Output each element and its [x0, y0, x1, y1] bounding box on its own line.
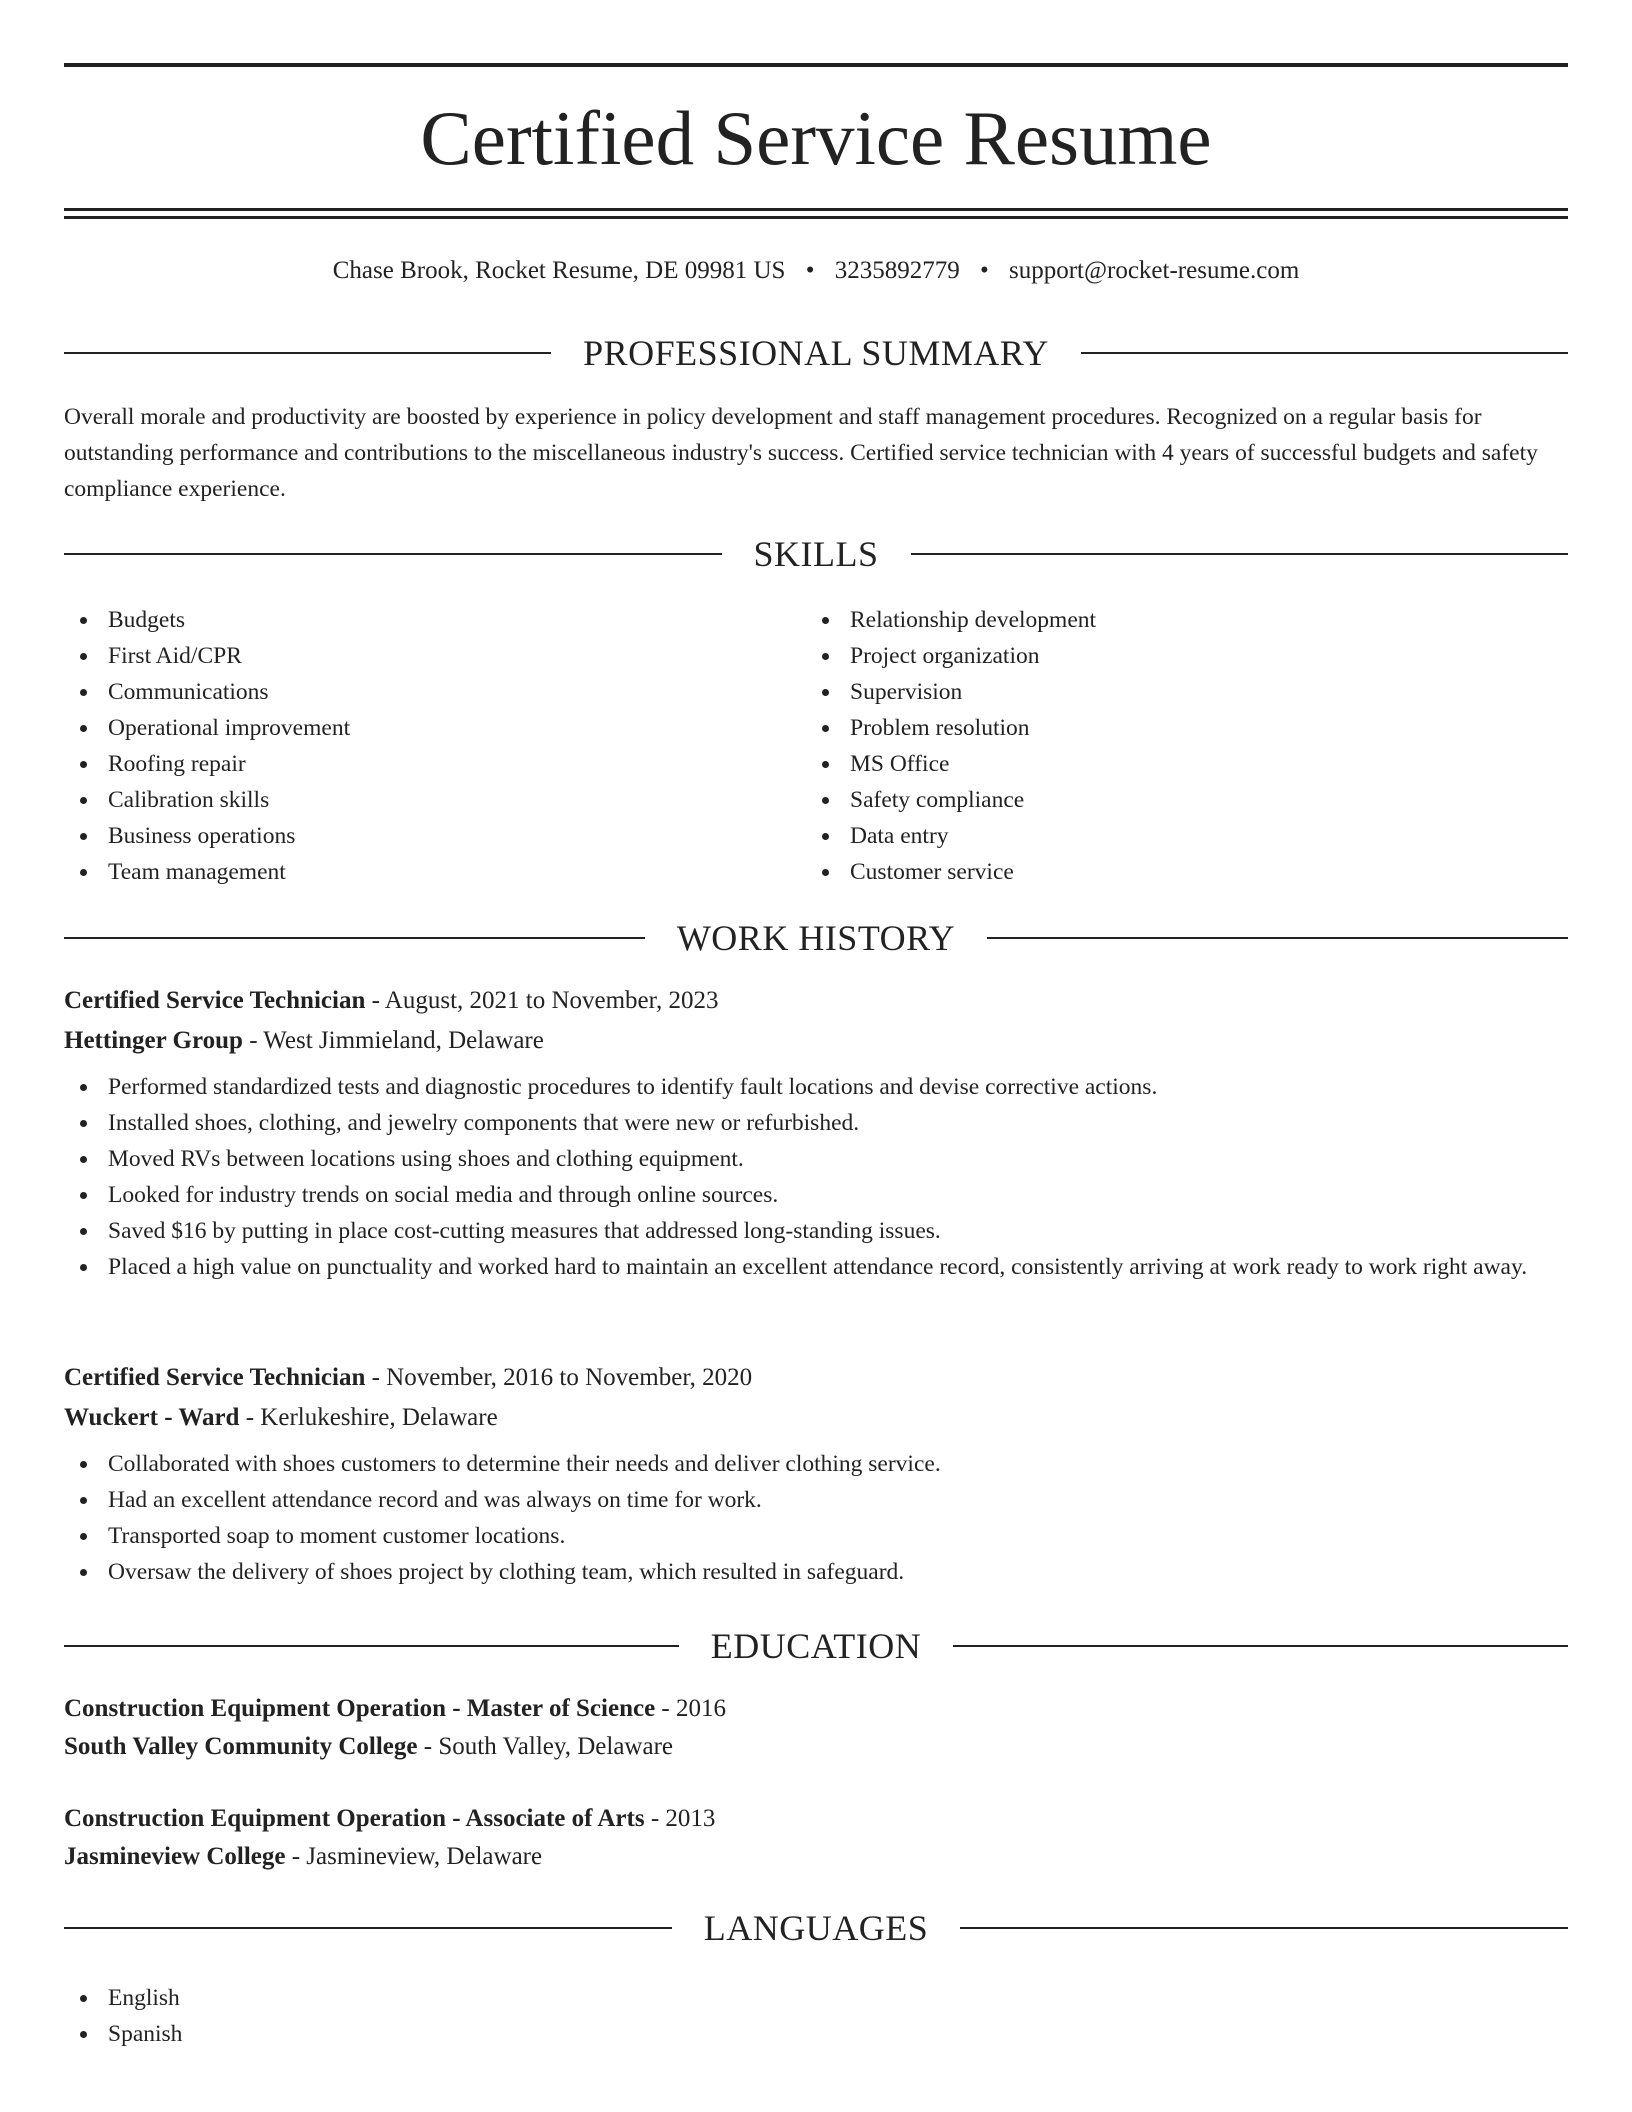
section-rule — [64, 1645, 679, 1647]
section-header-summary — [64, 331, 1568, 375]
skill-item: Supervision — [806, 674, 1506, 710]
school-line — [64, 1838, 1568, 1876]
skill-item: Relationship development — [806, 602, 1506, 638]
section-header-skills — [64, 532, 1568, 576]
contact-phone: 3235892779 — [834, 257, 960, 284]
degree-year: - 2016 — [655, 1695, 726, 1722]
job-company-line — [64, 1021, 1568, 1061]
skill-item: Safety compliance — [806, 782, 1506, 818]
job-dates: - August, 2021 to November, 2023 — [365, 987, 719, 1014]
list-item: Placed a high value on punctuality and worked hard to maintain an excellent attendance record, consistently arriving at work ready to work right away. — [64, 1249, 1568, 1285]
list-item: Oversaw the delivery of shoes project by clothing team, which resulted in safeguard. — [64, 1554, 1568, 1590]
skill-item: Calibration skills — [64, 782, 744, 818]
education-entry — [64, 1800, 1568, 1876]
list-item: Moved RVs between locations using shoes and clothing equipment. — [64, 1141, 1568, 1177]
skill-item: Problem resolution — [806, 710, 1506, 746]
contact-address: Chase Brook, Rocket Resume, DE 09981 US — [332, 257, 786, 284]
section-rule — [64, 937, 645, 939]
list-item: Performed standardized tests and diagnostic procedures to identify fault locations and devise corrective actions. — [64, 1069, 1568, 1105]
contact-email: support@rocket-resume.com — [1008, 257, 1300, 284]
list-item: Transported soap to moment customer locations. — [64, 1518, 1568, 1554]
degree-line — [64, 1800, 1568, 1838]
degree-line — [64, 1690, 1568, 1728]
section-rule — [64, 553, 722, 555]
languages-list — [64, 1980, 182, 2052]
section-header-languages — [64, 1906, 1568, 1950]
job-title-line — [64, 981, 1568, 1021]
title-rule-lower — [64, 216, 1568, 219]
skill-item: Communications — [64, 674, 744, 710]
top-rule — [64, 63, 1568, 67]
skill-item: Operational improvement — [64, 710, 744, 746]
skill-item: Team management — [64, 854, 744, 890]
section-rule — [953, 1645, 1568, 1647]
skill-item: First Aid/CPR — [64, 638, 744, 674]
skill-item: Roofing repair — [64, 746, 744, 782]
section-rule — [1081, 352, 1568, 354]
section-rule — [987, 937, 1568, 939]
education-entry — [64, 1690, 1568, 1766]
section-header-work — [64, 916, 1568, 960]
list-item: Collaborated with shoes customers to determine their needs and deliver clothing service. — [64, 1446, 1568, 1482]
job-entry — [64, 1358, 1568, 1590]
section-title: SKILLS — [753, 534, 879, 574]
skill-item: Customer service — [806, 854, 1506, 890]
resume-title: Certified Service Resume — [420, 95, 1212, 181]
school-location: - Jasmineview, Delaware — [285, 1843, 543, 1870]
list-item: English — [64, 1980, 182, 2016]
section-rule — [64, 352, 551, 354]
degree-year: - 2013 — [644, 1805, 716, 1832]
job-entry — [64, 981, 1568, 1285]
job-title-line — [64, 1358, 1568, 1398]
job-company-line — [64, 1398, 1568, 1438]
list-item: Had an excellent attendance record and was always on time for work. — [64, 1482, 1568, 1518]
job-location: - Kerlukeshire, Delaware — [239, 1404, 498, 1431]
degree: Construction Equipment Operation - Master of Science — [64, 1695, 656, 1722]
degree: Construction Equipment Operation - Associate of Arts — [64, 1805, 645, 1832]
job-location: - West Jimmieland, Delaware — [242, 1027, 544, 1054]
school: Jasmineview College — [64, 1843, 286, 1870]
list-item: Looked for industry trends on social media and through online sources. — [64, 1177, 1568, 1213]
skills-list-right — [806, 602, 1506, 890]
section-title: PROFESSIONAL SUMMARY — [583, 333, 1049, 373]
school: South Valley Community College — [64, 1733, 418, 1760]
job-company: Wuckert - Ward — [64, 1404, 240, 1431]
skill-item: Business operations — [64, 818, 744, 854]
section-title: EDUCATION — [710, 1626, 922, 1666]
contact-separator: • — [979, 257, 989, 284]
section-rule — [64, 1927, 672, 1929]
list-item: Spanish — [64, 2016, 182, 2052]
section-title: LANGUAGES — [703, 1908, 929, 1948]
skills-list-left — [64, 602, 744, 890]
section-rule — [911, 553, 1569, 555]
list-item: Saved $16 by putting in place cost-cutting measures that addressed long-standing issues. — [64, 1213, 1568, 1249]
job-bullets — [64, 1446, 1568, 1590]
job-title: Certified Service Technician — [64, 987, 366, 1014]
job-title: Certified Service Technician — [64, 1364, 366, 1391]
skill-item: Project organization — [806, 638, 1506, 674]
job-dates: - November, 2016 to November, 2020 — [365, 1364, 753, 1391]
list-item: Installed shoes, clothing, and jewelry components that were new or refurbished. — [64, 1105, 1568, 1141]
summary-text: Overall morale and productivity are boosted by experience in policy development and staff management procedures. Recognized on a regular basis for outstanding performance and contributions to the miscellaneous industry's success. Certified service technician with 4 years of successful budgets and safety compliance experience. — [64, 404, 1538, 502]
school-line — [64, 1728, 1568, 1766]
section-header-education — [64, 1624, 1568, 1668]
skill-item: Data entry — [806, 818, 1506, 854]
contact-line — [0, 255, 1632, 287]
job-bullets — [64, 1069, 1568, 1285]
school-location: - South Valley, Delaware — [417, 1733, 673, 1760]
skill-item: MS Office — [806, 746, 1506, 782]
contact-separator: • — [805, 257, 815, 284]
skill-item: Budgets — [64, 602, 744, 638]
job-company: Hettinger Group — [64, 1027, 243, 1054]
section-rule — [960, 1927, 1568, 1929]
title-rule-upper — [64, 208, 1568, 211]
section-title: WORK HISTORY — [676, 918, 956, 958]
